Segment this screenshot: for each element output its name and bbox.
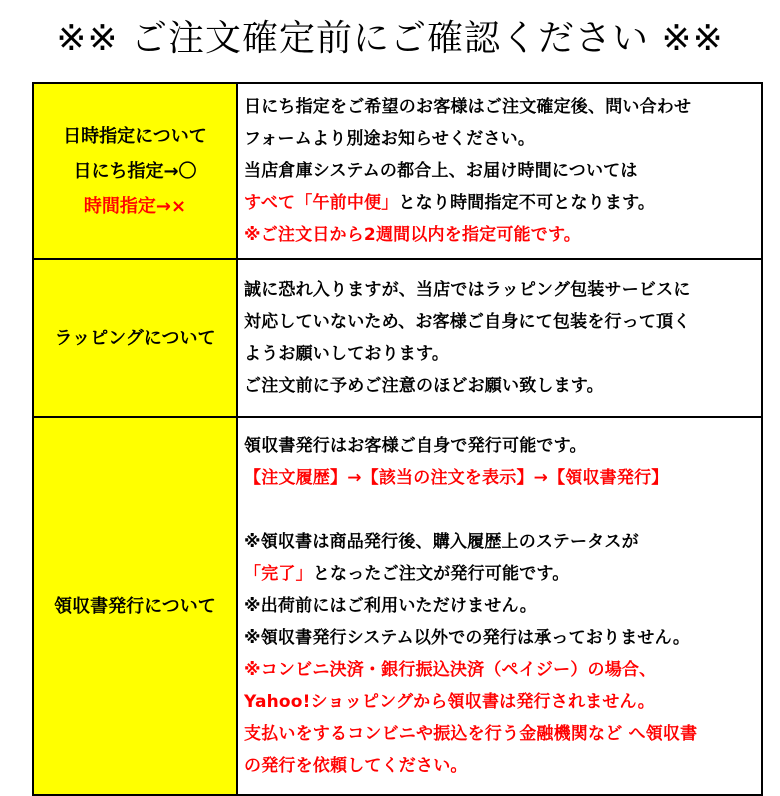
table-row-delivery-date <box>33 83 762 259</box>
time-specify-ng-text: 時間指定→× <box>83 195 187 217</box>
receipt-body-text: となったご注文が発行可能です。 <box>312 564 570 584</box>
delivery-body-text: となり時間指定不可となります。 <box>398 193 656 213</box>
delivery-body-line: フォームより別途お知らせください。 <box>244 129 536 149</box>
wrapping-body-line: ご注文前に予めご注意のほどお願い致します。 <box>244 376 604 396</box>
receipt-body-line: ※出荷前にはご利用いただけません。 <box>244 596 537 616</box>
receipt-heading: 領収書発行について <box>54 595 216 617</box>
wrapping-body-line: 誠に恐れ入りますが、当店ではラッピング包装サービスに <box>244 280 691 300</box>
wrapping-body-line: 対応していないため、お客様ご自身にて包装を行って頂く <box>244 312 691 332</box>
delivery-warning-line: ※ご注文日から2週間以内を指定可能です。 <box>244 225 581 245</box>
receipt-body-line <box>244 558 757 590</box>
body-cell-wrapping <box>237 259 762 417</box>
receipt-warning-line: の発行を依頼してください。 <box>244 756 468 776</box>
page-title: ※※ ご注文確定前にご確認ください ※※ <box>56 18 724 59</box>
label-cell-receipt <box>33 417 237 795</box>
receipt-warning-line: Yahoo!ショッピングから領収書は発行されません。 <box>244 692 655 712</box>
label-cell-wrapping <box>33 259 237 417</box>
delivery-body-line <box>244 187 757 219</box>
receipt-body-line: ※領収書は商品発行後、購入履歴上のステータスが <box>244 532 639 552</box>
receipt-warning-line: 支払いをするコンビニや振込を行う金融機関など へ領収書 <box>244 724 698 744</box>
delivery-body-line: 当店倉庫システムの都合上、お届け時間については <box>244 161 638 181</box>
delivery-body-line: 日にち指定をご希望のお客様はご注文確定後、問い合わせ <box>244 97 692 117</box>
morning-delivery-highlight: すべて「午前中便」 <box>244 193 399 213</box>
info-table <box>32 82 763 796</box>
wrapping-body-line: ようお願いしております。 <box>244 344 450 364</box>
receipt-body-line: 領収書発行はお客様ご自身で発行可能です。 <box>244 436 587 456</box>
wrapping-heading: ラッピングについて <box>54 327 216 349</box>
body-cell-receipt <box>237 417 762 795</box>
label-cell-delivery-date <box>33 83 237 259</box>
completed-status-highlight: 「完了」 <box>244 564 313 584</box>
table-row-receipt <box>33 417 762 795</box>
body-cell-delivery-date <box>237 83 762 259</box>
receipt-steps-line: 【注文履歴】→【該当の注文を表示】→【領収書発行】 <box>244 468 669 488</box>
spacer <box>244 494 757 526</box>
date-specify-ok-text: 日にち指定→〇 <box>73 160 197 182</box>
receipt-body-line: ※領収書発行システム以外での発行は承っておりません。 <box>244 628 691 648</box>
table-row-wrapping <box>33 259 762 417</box>
receipt-warning-line: ※コンビニ決済・銀行振込決済（ペイジー）の場合、 <box>244 660 657 680</box>
delivery-date-heading: 日時指定について <box>63 125 207 147</box>
